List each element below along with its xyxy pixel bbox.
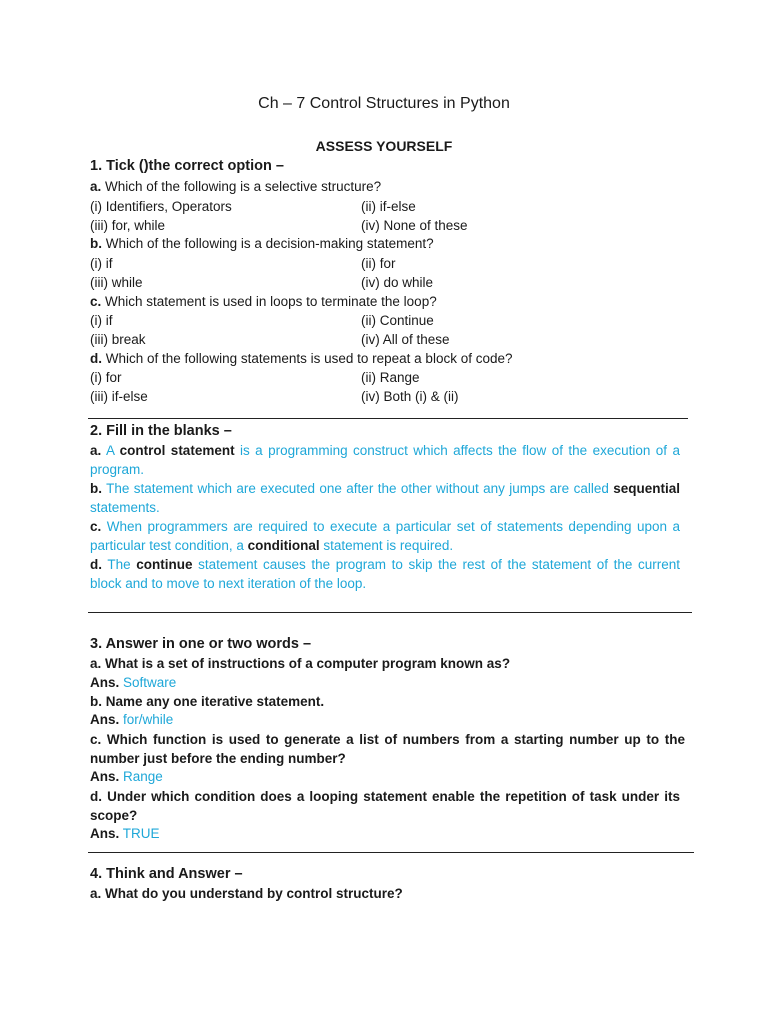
s2-blank-c [90,517,680,555]
s1-d-option-1: (i) for [90,370,122,385]
s1-d-option-4: (iv) Both (i) & (ii) [361,389,459,404]
s2-b-post: statements. [90,500,160,515]
s1-question-a-letter: a. [90,179,102,194]
s3-question-c: c. Which function is used to generate a list of numbers from a starting number up to the number just before the ending number? [90,732,685,766]
s3-answer-c [90,767,163,786]
s1-question-d-letter: d. [90,351,102,366]
s3-answer-a-text: Software [123,675,177,690]
divider-1 [88,418,688,419]
s2-d-letter: d. [90,557,102,572]
s3-answer-c-text: Range [123,769,163,784]
s2-d-post: statement causes the program to skip the rest of the statement of the current block and to move to next iteration of the loop. [90,557,680,591]
s4-question-a: a. What do you understand by control structure? [90,886,403,901]
s1-c-option-1: (i) if [90,313,113,328]
s1-c-option-3: (iii) break [90,332,146,347]
s2-a-letter: a. [90,443,102,458]
s1-b-option-4: (iv) do while [361,275,434,290]
s2-c-letter: c. [90,519,102,534]
s3-question-a: a. What is a set of instructions of a computer program known as? [90,656,511,671]
s1-question-b [90,234,434,253]
s2-b-pre: The statement which are executed one after the other without any jumps are called [106,481,614,496]
s2-a-post: is a programming construct which affects the flow of the execution of a program. [90,443,680,477]
s1-a-option-1: (i) Identifiers, Operators [90,199,232,214]
s1-question-c [90,292,437,311]
s1-a-option-4: (iv) None of these [361,218,468,233]
page-title: Ch – 7 Control Structures in Python [258,95,510,112]
s3-answer-b-text: for/while [123,712,174,727]
s2-a-pre: A [105,443,120,458]
s1-a-option-3: (iii) for, while [90,218,166,233]
s3-ans-label-a: Ans. [90,675,120,690]
s1-question-b-text: Which of the following is a decision-making statement? [105,236,434,251]
s1-question-a [90,177,381,196]
s1-b-option-3: (iii) while [90,275,143,290]
s1-c-option-2: (ii) Continue [361,313,434,328]
s3-ans-label-d: Ans. [90,826,120,841]
s2-blank-b [90,479,680,517]
s2-c-answer: conditional [247,538,320,553]
section3-heading: 3. Answer in one or two words – [90,636,312,652]
s3-question-b: b. Name any one iterative statement. [90,694,325,709]
divider-3 [88,852,694,853]
s3-answer-a [90,673,176,692]
s2-b-answer: sequential [613,481,680,496]
page-subtitle: ASSESS YOURSELF [315,138,453,154]
s1-b-option-1: (i) if [90,256,113,271]
s1-question-a-text: Which of the following is a selective structure? [105,179,382,194]
s1-d-option-2: (ii) Range [361,370,420,385]
s3-answer-b [90,710,173,729]
s2-blank-d [90,555,680,593]
section4-heading: 4. Think and Answer – [90,866,243,882]
s1-c-option-4: (iv) All of these [361,332,450,347]
s3-answer-d-text: TRUE [122,826,160,841]
s2-d-pre: The [107,557,137,572]
s1-question-c-letter: c. [90,294,102,309]
section1-heading: 1. Tick ()the correct option – [90,158,284,174]
divider-2 [88,612,692,613]
s1-a-option-2: (ii) if-else [361,199,416,214]
s3-answer-d [90,824,160,843]
s1-question-b-letter: b. [90,236,102,251]
s2-c-pre: When programmers are required to execute a particular set of statements depending upon a particular test condition, a [90,519,680,553]
section2-heading: 2. Fill in the blanks – [90,423,232,439]
s1-question-d [90,349,513,368]
s2-c-post: statement is required. [319,538,454,553]
s1-question-d-text: Which of the following statements is used to repeat a block of code? [105,351,513,366]
s1-b-option-2: (ii) for [361,256,396,271]
s1-question-c-text: Which statement is used in loops to terminate the loop? [105,294,437,309]
s2-a-answer: control statement [119,443,235,458]
s2-b-letter: b. [90,481,102,496]
s3-question-d: d. Under which condition does a looping statement enable the repetition of task under its scope? [90,789,680,823]
s3-ans-label-c: Ans. [90,769,120,784]
s1-d-option-3: (iii) if-else [90,389,148,404]
s2-d-answer: continue [136,557,193,572]
s3-ans-label-b: Ans. [90,712,120,727]
s2-blank-a [90,441,680,479]
